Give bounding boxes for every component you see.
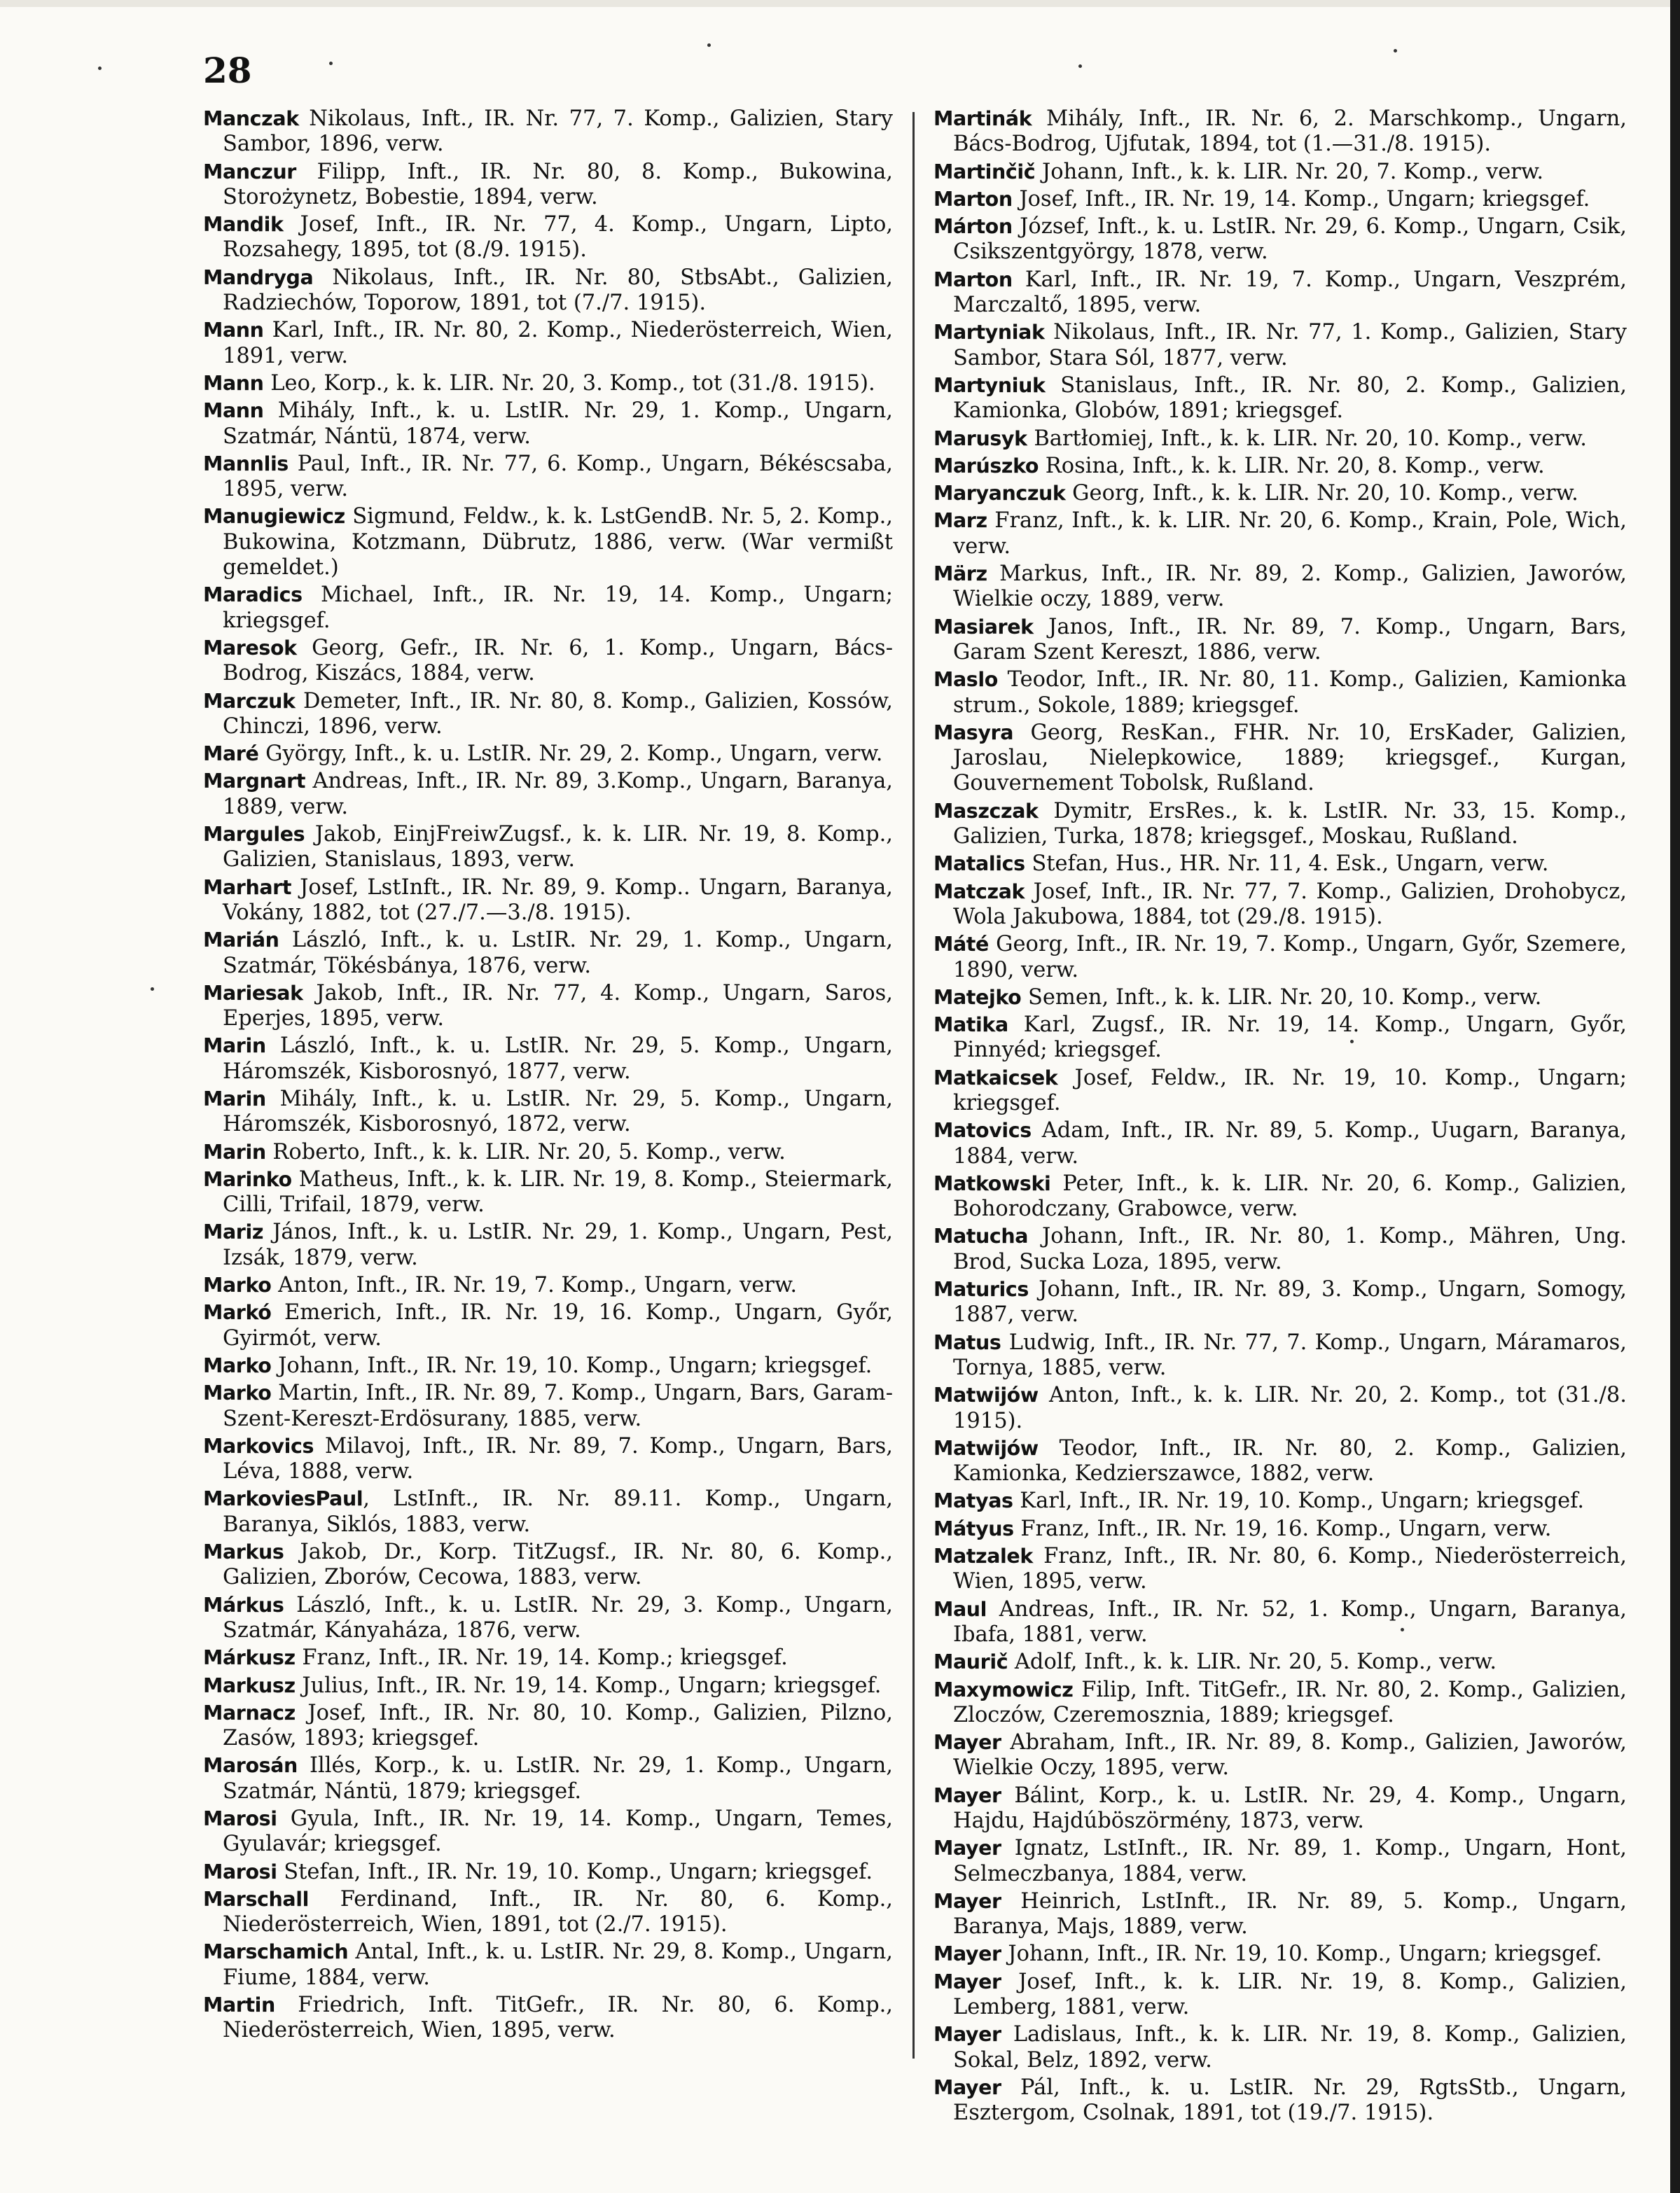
entry-details: Georg, Inft., k. k. LIR. Nr. 20, 10. Komp., verw. xyxy=(1065,481,1578,506)
entry-surname: Mann xyxy=(203,371,264,395)
list-entry xyxy=(933,160,1627,185)
entry-surname: Mannlis xyxy=(203,452,289,475)
entry-surname: Maszczak xyxy=(933,799,1039,823)
list-entry xyxy=(933,1224,1627,1275)
scan-speck xyxy=(1350,1040,1354,1043)
entry-surname: Marko xyxy=(203,1274,272,1297)
entry-surname: Maurič xyxy=(933,1650,1008,1674)
entry-surname: Matwijów xyxy=(933,1436,1039,1460)
entry-surname: Margnart xyxy=(203,770,306,793)
entry-surname: Manczak xyxy=(203,107,299,130)
list-entry xyxy=(203,1593,893,1644)
list-entry xyxy=(203,160,893,211)
entry-details: Teodor, Inft., IR. Nr. 80, 11. Komp., Galizien, Kamionka strum., Sokole, 1889; kriegsgef. xyxy=(953,667,1627,718)
list-entry xyxy=(203,1033,893,1085)
list-entry xyxy=(933,985,1627,1010)
list-entry xyxy=(203,1140,893,1165)
list-entry xyxy=(933,1066,1627,1117)
scan-speck xyxy=(1394,49,1397,53)
entry-details: Karl, Inft., IR. Nr. 19, 7. Komp., Ungarn, Veszprém, Marczaltő, 1895, verw. xyxy=(953,267,1627,318)
entry-surname: Matkowski xyxy=(933,1171,1051,1195)
page-number: 28 xyxy=(203,50,252,91)
entry-details: Ludwig, Inft., IR. Nr. 77, 7. Komp., Ungarn, Máramaros, Tornya, 1885, verw. xyxy=(953,1330,1627,1380)
entry-surname: Mayer xyxy=(933,1731,1001,1755)
list-entry xyxy=(203,981,893,1032)
entry-surname: Marin xyxy=(203,1140,266,1164)
list-entry xyxy=(933,562,1627,613)
list-entry xyxy=(203,875,893,926)
scan-speck xyxy=(707,43,711,47)
entry-details: Bartłomiej, Inft., k. k. LIR. Nr. 20, 10. Komp., verw. xyxy=(1027,426,1587,451)
list-entry xyxy=(203,1167,893,1218)
entry-surname: Markusz xyxy=(203,1673,296,1697)
entry-surname: Matczak xyxy=(933,879,1025,903)
scan-right-border xyxy=(1670,0,1680,2193)
entry-details: Ladislaus, Inft., k. k. LIR. Nr. 19, 8. Komp., Galizien, Sokal, Belz, 1892, verw. xyxy=(953,2022,1627,2073)
entry-details: Nikolaus, Inft., IR. Nr. 77, 7. Komp., Galizien, Stary Sambor, 1896, verw. xyxy=(223,106,893,157)
list-entry xyxy=(933,2022,1627,2073)
list-entry xyxy=(203,1940,893,1991)
entry-surname: Marosán xyxy=(203,1754,298,1778)
list-entry xyxy=(203,1220,893,1271)
entry-details: Johann, Inft., k. k. LIR. Nr. 20, 7. Komp., verw. xyxy=(1035,159,1544,184)
list-entry xyxy=(933,1517,1627,1542)
entry-details: Janos, Inft., IR. Nr. 89, 7. Komp., Ungarn, Bars, Garam Szent Kereszt, 1886, verw. xyxy=(953,614,1627,664)
entry-details: Josef, LstInft., IR. Nr. 89, 9. Komp.. Ungarn, Baranya, Vokány, 1882, tot (27./7.—3./8. 1915). xyxy=(223,875,893,925)
list-entry xyxy=(933,1783,1627,1835)
entry-details: Josef, Feldw., IR. Nr. 19, 10. Komp., Ungarn; kriegsgef. xyxy=(953,1065,1627,1115)
entry-details: Anton, Inft., k. k. LIR. Nr. 20, 2. Komp., tot (31./8. 1915). xyxy=(953,1383,1627,1433)
entry-details: Filipp, Inft., IR. Nr. 80, 8. Komp., Bukowina, Storożynetz, Bobestie, 1894, verw. xyxy=(223,159,893,209)
entry-surname: Marián xyxy=(203,928,279,952)
entry-surname: Mann xyxy=(203,319,264,342)
entry-details: Georg, Inft., IR. Nr. 19, 7. Komp., Ungarn, Győr, Szemere, 1890, verw. xyxy=(953,932,1627,982)
entry-surname: Marhart xyxy=(203,875,292,899)
entry-details: Pál, Inft., k. u. LstIR. Nr. 29, RgtsStb., Ungarn, Esztergom, Csolnak, 1891, tot (19./7. 1915). xyxy=(953,2075,1627,2126)
entry-details: Johann, Inft., IR. Nr. 19, 10. Komp., Ungarn; kriegsgef. xyxy=(271,1353,873,1378)
entry-surname: Markovics xyxy=(203,1434,314,1458)
entry-details: Mihály, Inft., IR. Nr. 6, 2. Marschkomp., Ungarn, Bács-Bodrog, Ujfutak, 1894, tot (1.—31./8. 1915). xyxy=(953,106,1627,157)
entry-details: Leo, Korp., k. k. LIR. Nr. 20, 3. Komp., tot (31./8. 1915). xyxy=(263,370,875,396)
scan-speck xyxy=(1078,64,1082,68)
entry-surname: Margules xyxy=(203,823,305,847)
list-entry xyxy=(203,1487,893,1538)
list-entry xyxy=(203,1540,893,1591)
entry-details: Adolf, Inft., k. k. LIR. Nr. 20, 5. Komp., verw. xyxy=(1008,1650,1497,1675)
entry-details: Johann, Inft., IR. Nr. 19, 10. Komp., Ungarn; kriegsgef. xyxy=(1001,1942,1602,1967)
entry-details: Nikolaus, Inft., IR. Nr. 80, StbsAbt., Galizien, Radziechów, Toporow, 1891, tot (7./7. 1915). xyxy=(223,265,893,316)
list-entry xyxy=(203,928,893,979)
entry-surname: Márton xyxy=(933,215,1013,239)
list-entry xyxy=(933,1012,1627,1064)
entry-surname: Maré xyxy=(203,742,259,766)
list-entry xyxy=(203,212,893,263)
entry-surname: Martinčič xyxy=(933,160,1036,183)
entry-surname: Marosi xyxy=(203,1807,277,1830)
entry-details: Franz, Inft., IR. Nr. 80, 6. Komp., Niederösterreich, Wien, 1895, verw. xyxy=(953,1544,1627,1594)
list-entry xyxy=(933,1489,1627,1514)
entry-details: Filip, Inft. TitGefr., IR. Nr. 80, 2. Komp., Galizien, Zloczów, Czeremosznia, 1889; kriegsgef. xyxy=(953,1677,1627,1727)
entry-details: Martin, Inft., IR. Nr. 89, 7. Komp., Ungarn, Bars, Garam-Szent-Kereszt-Erdösurany, 1885, verw. xyxy=(223,1381,893,1431)
entry-details: Rosina, Inft., k. k. LIR. Nr. 20, 8. Komp., verw. xyxy=(1039,453,1545,478)
list-entry xyxy=(933,720,1627,797)
list-entry xyxy=(203,1753,893,1804)
list-entry xyxy=(933,1678,1627,1729)
list-entry xyxy=(203,371,893,396)
entry-surname: Masiarek xyxy=(933,615,1034,639)
entry-details: Andreas, Inft., IR. Nr. 89, 3.Komp., Ungarn, Baranya, 1889, verw. xyxy=(223,769,893,819)
list-entry xyxy=(933,1889,1627,1940)
entry-surname: Maradics xyxy=(203,583,303,607)
list-entry xyxy=(933,851,1627,877)
list-entry xyxy=(203,1087,893,1138)
entry-details: Jakob, EinjFreiwZugsf., k. k. LIR. Nr. 19, 8. Komp., Galizien, Stanislaus, 1893, verw. xyxy=(223,822,893,872)
list-entry xyxy=(203,318,893,369)
entry-surname: Mariz xyxy=(203,1220,264,1244)
scan-speck xyxy=(329,62,333,65)
entry-details: Milavoj, Inft., IR. Nr. 89, 7. Komp., Ungarn, Bars, Léva, 1888, verw. xyxy=(223,1433,893,1484)
entry-surname: Matovics xyxy=(933,1119,1032,1143)
entry-surname: Márkusz xyxy=(203,1646,296,1670)
list-entry xyxy=(933,106,1627,158)
entry-surname: Mandryga xyxy=(203,265,314,289)
entry-surname: Mayer xyxy=(933,1970,1001,1993)
entry-details: Georg, Gefr., IR. Nr. 6, 1. Komp., Ungarn, Bács-Bodrog, Kiszács, 1884, verw. xyxy=(223,635,893,686)
entry-surname: Masyra xyxy=(933,720,1014,744)
list-entry xyxy=(933,214,1627,265)
right-column xyxy=(933,106,1627,2129)
list-entry xyxy=(203,1806,893,1858)
entry-details: Karl, Zugsf., IR. Nr. 19, 14. Komp., Ungarn, Győr, Pinnyéd; kriegsgef. xyxy=(953,1012,1627,1063)
list-entry xyxy=(203,504,893,580)
entry-surname: Maresok xyxy=(203,636,297,660)
entry-details: Matheus, Inft., k. k. LIR. Nr. 19, 8. Komp., Steiermark, Cilli, Trifail, 1879, verw. xyxy=(223,1167,893,1218)
entry-details: Jakob, Dr., Korp. TitZugsf., IR. Nr. 80, 6. Komp., Galizien, Zborów, Cecowa, 1883, verw. xyxy=(223,1540,893,1590)
entry-details: Mihály, Inft., k. u. LstIR. Nr. 29, 1. Komp., Ungarn, Szatmár, Nántü, 1874, verw. xyxy=(223,398,893,449)
list-entry xyxy=(203,398,893,450)
entry-details: , LstInft., IR. Nr. 89.11. Komp., Ungarn, Baranya, Siklós, 1883, verw. xyxy=(223,1487,893,1537)
entry-surname: Matucha xyxy=(933,1225,1029,1248)
list-entry xyxy=(203,1673,893,1699)
list-entry xyxy=(933,1118,1627,1169)
entry-surname: Mayer xyxy=(933,1783,1001,1807)
entry-surname: Matwijów xyxy=(933,1384,1039,1407)
list-entry xyxy=(203,1353,893,1379)
list-entry xyxy=(933,1730,1627,1781)
list-entry xyxy=(933,879,1627,931)
entry-surname: Martinák xyxy=(933,107,1032,130)
entry-surname: Maryanczuk xyxy=(933,482,1066,506)
entry-details: Josef, Inft., k. k. LIR. Nr. 19, 8. Komp., Galizien, Lemberg, 1881, verw. xyxy=(953,1969,1627,2020)
list-entry xyxy=(203,106,893,158)
entry-surname: Marschamich xyxy=(203,1940,349,1964)
entry-surname: Marin xyxy=(203,1034,266,1058)
entry-details: Andreas, Inft., IR. Nr. 52, 1. Komp., Ungarn, Baranya, Ibafa, 1881, verw. xyxy=(953,1596,1627,1647)
list-entry xyxy=(933,799,1627,850)
entry-details: Mihály, Inft., k. u. LstIR. Nr. 29, 5. Komp., Ungarn, Háromszék, Kisborosnyó, 1872, verw. xyxy=(223,1086,893,1137)
entry-details: Josef, Inft., IR. Nr. 80, 10. Komp., Galizien, Pilzno, Zasów, 1893; kriegsgef. xyxy=(223,1700,893,1751)
list-entry xyxy=(933,320,1627,371)
list-entry xyxy=(933,1650,1627,1675)
entry-details: Franz, Inft., IR. Nr. 19, 16. Komp., Ungarn, verw. xyxy=(1013,1516,1552,1541)
list-entry xyxy=(203,822,893,873)
entry-surname: Mandik xyxy=(203,213,284,237)
list-entry xyxy=(933,426,1627,452)
list-entry xyxy=(933,1836,1627,1887)
entry-details: Josef, Inft., IR. Nr. 19, 14. Komp., Ungarn; kriegsgef. xyxy=(1012,186,1590,211)
entry-surname: Maslo xyxy=(933,668,998,692)
list-entry xyxy=(203,1993,893,2044)
list-entry xyxy=(933,1970,1627,2021)
entry-surname: Mayer xyxy=(933,1889,1001,1913)
list-entry xyxy=(933,615,1627,666)
list-entry xyxy=(203,1701,893,1752)
list-entry xyxy=(933,667,1627,718)
entry-details: Dymitr, ErsRes., k. k. LstIR. Nr. 33, 15. Komp., Galizien, Turka, 1878; kriegsgef., Moskau, Rußland. xyxy=(953,798,1627,849)
entry-details: Stanislaus, Inft., IR. Nr. 80, 2. Komp., Galizien, Kamionka, Globów, 1891; kriegsgef. xyxy=(953,373,1627,424)
entry-details: Franz, Inft., k. k. LIR. Nr. 20, 6. Komp., Krain, Pole, Wich, verw. xyxy=(953,508,1627,559)
list-entry xyxy=(203,1300,893,1351)
entry-surname: Mariesak xyxy=(203,981,303,1005)
scan-speck xyxy=(98,67,102,70)
entry-surname: Máté xyxy=(933,933,989,956)
entry-details: Ferdinand, Inft., IR. Nr. 80, 6. Komp., Niederösterreich, Wien, 1891, tot (2./7. 1915). xyxy=(223,1886,893,1937)
entry-surname: Marz xyxy=(933,509,987,533)
list-entry xyxy=(203,452,893,503)
entry-surname: Matkaicsek xyxy=(933,1066,1058,1089)
entry-surname: Marnacz xyxy=(203,1701,296,1725)
entry-details: Anton, Inft., IR. Nr. 19, 7. Komp., Ungarn, verw. xyxy=(271,1273,798,1298)
entry-surname: Maul xyxy=(933,1597,987,1621)
column-divider xyxy=(912,112,915,2059)
entry-surname: MarkoviesPaul xyxy=(203,1487,363,1511)
list-entry xyxy=(203,689,893,740)
entry-surname: Mayer xyxy=(933,2023,1001,2047)
entry-details: László, Inft., k. u. LstIR. Nr. 29, 5. Komp., Ungarn, Háromszék, Kisborosnyó, 1877, verw. xyxy=(223,1033,893,1084)
entry-surname: Marczuk xyxy=(203,689,296,713)
entry-details: Gyula, Inft., IR. Nr. 19, 14. Komp., Ungarn, Temes, Gyulavár; kriegsgef. xyxy=(223,1806,893,1857)
entry-surname: Mayer xyxy=(933,1942,1001,1966)
entry-details: Josef, Inft., IR. Nr. 77, 4. Komp., Ungarn, Lipto, Rozsahegy, 1895, tot (8./9. 1915). xyxy=(223,212,893,263)
entry-details: Sigmund, Feldw., k. k. LstGendB. Nr. 5, 2. Komp., Bukowina, Kotzmann, Dübrutz, 1886, verw. (War vermißt gemeldet.) xyxy=(223,504,893,580)
entry-surname: Mayer xyxy=(933,2075,1001,2099)
entry-details: Markus, Inft., IR. Nr. 89, 2. Komp., Galizien, Jaworów, Wielkie oczy, 1889, verw. xyxy=(953,562,1627,612)
entry-details: Stefan, Hus., HR. Nr. 11, 4. Esk., Ungarn, verw. xyxy=(1025,851,1549,877)
list-entry xyxy=(203,769,893,820)
list-entry xyxy=(933,1330,1627,1381)
list-entry xyxy=(203,1381,893,1432)
entry-surname: Markó xyxy=(203,1301,272,1325)
entry-details: Franz, Inft., IR. Nr. 19, 14. Komp.; kriegsgef. xyxy=(295,1645,788,1671)
entry-surname: Márkus xyxy=(203,1593,284,1617)
entry-details: Teodor, Inft., IR. Nr. 80, 2. Komp., Galizien, Kamionka, Kedzierszawce, 1882, verw. xyxy=(953,1435,1627,1487)
list-entry xyxy=(203,1645,893,1671)
entry-surname: Marinko xyxy=(203,1167,292,1191)
entry-surname: Marosi xyxy=(203,1860,277,1884)
list-entry xyxy=(933,1436,1627,1487)
list-entry xyxy=(933,267,1627,319)
entry-details: Illés, Korp., k. u. LstIR. Nr. 29, 1. Komp., Ungarn, Szatmár, Nántü, 1879; kriegsgef. xyxy=(223,1753,893,1804)
list-entry xyxy=(933,1171,1627,1223)
entry-surname: Matus xyxy=(933,1330,1001,1354)
list-entry xyxy=(203,1273,893,1298)
entry-details: László, Inft., k. u. LstIR. Nr. 29, 1. Komp., Ungarn, Szatmár, Tökésbánya, 1876, verw. xyxy=(223,928,893,978)
entry-surname: Martin xyxy=(203,1993,275,2017)
entry-details: Abraham, Inft., IR. Nr. 89, 8. Komp., Galizien, Jaworów, Wielkie Oczy, 1895, verw. xyxy=(953,1730,1627,1781)
list-entry xyxy=(933,373,1627,424)
entry-details: Josef, Inft., IR. Nr. 77, 7. Komp., Galizien, Drohobycz, Wola Jakubowa, 1884, tot (29./8. 1915). xyxy=(953,879,1627,929)
list-entry xyxy=(203,742,893,767)
entry-surname: Martyniuk xyxy=(933,373,1046,397)
entry-details: Roberto, Inft., k. k. LIR. Nr. 20, 5. Komp., verw. xyxy=(265,1139,786,1164)
entry-surname: Marusyk xyxy=(933,426,1027,450)
scan-speck xyxy=(1401,1628,1404,1631)
list-entry xyxy=(933,1383,1627,1434)
entry-details: György, Inft., k. u. LstIR. Nr. 29, 2. Komp., Ungarn, verw. xyxy=(258,742,883,767)
list-entry xyxy=(933,187,1627,212)
entry-surname: Manczur xyxy=(203,160,296,183)
entry-details: Demeter, Inft., IR. Nr. 80, 8. Komp., Galizien, Kossów, Chinczi, 1896, verw. xyxy=(223,688,893,739)
entry-surname: Marko xyxy=(203,1353,272,1377)
entry-surname: Marin xyxy=(203,1087,266,1111)
entry-surname: Marton xyxy=(933,267,1013,291)
list-entry xyxy=(933,932,1627,983)
entry-surname: Matika xyxy=(933,1013,1008,1037)
left-column xyxy=(203,106,893,2046)
entry-surname: Matyas xyxy=(933,1489,1013,1513)
entry-surname: Marko xyxy=(203,1381,272,1405)
entry-details: Johann, Inft., IR. Nr. 89, 3. Komp., Ungarn, Somogy, 1887, verw. xyxy=(953,1277,1627,1328)
list-entry xyxy=(203,265,893,316)
entry-surname: Mann xyxy=(203,399,264,423)
list-entry xyxy=(933,481,1627,506)
list-entry xyxy=(933,508,1627,559)
entry-details: Michael, Inft., IR. Nr. 19, 14. Komp., Ungarn; kriegsgef. xyxy=(223,583,893,633)
entry-surname: Mátyus xyxy=(933,1517,1014,1540)
entry-details: Karl, Inft., IR. Nr. 80, 2. Komp., Niederösterreich, Wien, 1891, verw. xyxy=(223,318,893,368)
entry-details: Julius, Inft., IR. Nr. 19, 14. Komp., Ungarn; kriegsgef. xyxy=(295,1673,882,1698)
entry-surname: Maxymowicz xyxy=(933,1678,1074,1701)
entry-surname: Markus xyxy=(203,1540,284,1564)
entry-details: Peter, Inft., k. k. LIR. Nr. 20, 6. Komp., Galizien, Bohorodczany, Grabowce, verw. xyxy=(953,1171,1627,1222)
entry-details: Johann, Inft., IR. Nr. 80, 1. Komp., Mähren, Ung. Brod, Sucka Loza, 1895, verw. xyxy=(953,1224,1627,1274)
entry-details: Karl, Inft., IR. Nr. 19, 10. Komp., Ungarn; kriegsgef. xyxy=(1013,1489,1585,1514)
list-entry xyxy=(933,2075,1627,2126)
entry-details: József, Inft., k. u. LstIR. Nr. 29, 6. Komp., Ungarn, Csik, Csikszentgyörgy, 1878, verw. xyxy=(953,214,1627,265)
entry-details: János, Inft., k. u. LstIR. Nr. 29, 1. Komp., Ungarn, Pest, Izsák, 1879, verw. xyxy=(223,1220,893,1270)
list-entry xyxy=(203,583,893,634)
list-entry xyxy=(933,1942,1627,1967)
entry-surname: Martyniak xyxy=(933,321,1045,344)
entry-details: Friedrich, Inft. TitGefr., IR. Nr. 80, 6. Komp., Niederösterreich, Wien, 1895, verw. xyxy=(223,1993,893,2043)
entry-details: Jakob, Inft., IR. Nr. 77, 4. Komp., Ungarn, Saros, Eperjes, 1895, verw. xyxy=(223,980,893,1031)
entry-details: Paul, Inft., IR. Nr. 77, 6. Komp., Ungarn, Békéscsaba, 1895, verw. xyxy=(223,451,893,502)
scan-top-edge xyxy=(0,0,1680,7)
entry-surname: Maturics xyxy=(933,1278,1029,1302)
list-entry xyxy=(203,1434,893,1485)
entry-details: Ignatz, LstInft., IR. Nr. 89, 1. Komp., Ungarn, Hont, Selmeczbanya, 1884, verw. xyxy=(953,1836,1627,1886)
entry-surname: Matzalek xyxy=(933,1545,1033,1568)
entry-surname: März xyxy=(933,562,987,586)
entry-details: Nikolaus, Inft., IR. Nr. 77, 1. Komp., Galizien, Stary Sambor, Stara Sól, 1877, verw. xyxy=(953,320,1627,370)
entry-details: Adam, Inft., IR. Nr. 89, 5. Komp., Uugarn, Baranya, 1884, verw. xyxy=(953,1118,1627,1169)
entry-details: Emerich, Inft., IR. Nr. 19, 16. Komp., Ungarn, Győr, Gyirmót, verw. xyxy=(223,1300,893,1351)
entry-surname: Marúszko xyxy=(933,454,1039,478)
scan-speck xyxy=(151,987,154,991)
list-entry xyxy=(933,1544,1627,1595)
list-entry xyxy=(203,1860,893,1885)
entry-details: Heinrich, LstInft., IR. Nr. 89, 5. Komp., Ungarn, Baranya, Majs, 1889, verw. xyxy=(953,1888,1627,1940)
list-entry xyxy=(933,1277,1627,1328)
list-entry xyxy=(203,1887,893,1938)
list-entry xyxy=(933,1597,1627,1648)
entry-details: Antal, Inft., k. u. LstIR. Nr. 29, 8. Komp., Ungarn, Fiume, 1884, verw. xyxy=(223,1940,893,1990)
entry-details: László, Inft., k. u. LstIR. Nr. 29, 3. Komp., Ungarn, Szatmár, Kányaháza, 1876, verw. xyxy=(223,1592,893,1643)
entry-surname: Matalics xyxy=(933,852,1025,876)
entry-details: Semen, Inft., k. k. LIR. Nr. 20, 10. Komp., verw. xyxy=(1021,984,1542,1010)
list-entry xyxy=(933,454,1627,479)
entry-details: Georg, ResKan., FHR. Nr. 10, ErsKader, Galizien, Jaroslau, Nielepkowice, 1889; kriegsgef., Kurgan, Gouvernement Tobolsk, Rußland. xyxy=(953,720,1627,796)
entry-details: Bálint, Korp., k. u. LstIR. Nr. 29, 4. Komp., Ungarn, Hajdu, Hajdúböszörmény, 1873, verw. xyxy=(953,1783,1627,1833)
entry-surname: Mayer xyxy=(933,1837,1001,1860)
entry-surname: Marton xyxy=(933,187,1013,211)
entry-surname: Matejko xyxy=(933,985,1022,1009)
list-entry xyxy=(203,636,893,687)
entry-surname: Manugiewicz xyxy=(203,505,345,529)
entry-details: Stefan, Inft., IR. Nr. 19, 10. Komp., Ungarn; kriegsgef. xyxy=(277,1859,873,1884)
entry-surname: Marschall xyxy=(203,1887,309,1911)
